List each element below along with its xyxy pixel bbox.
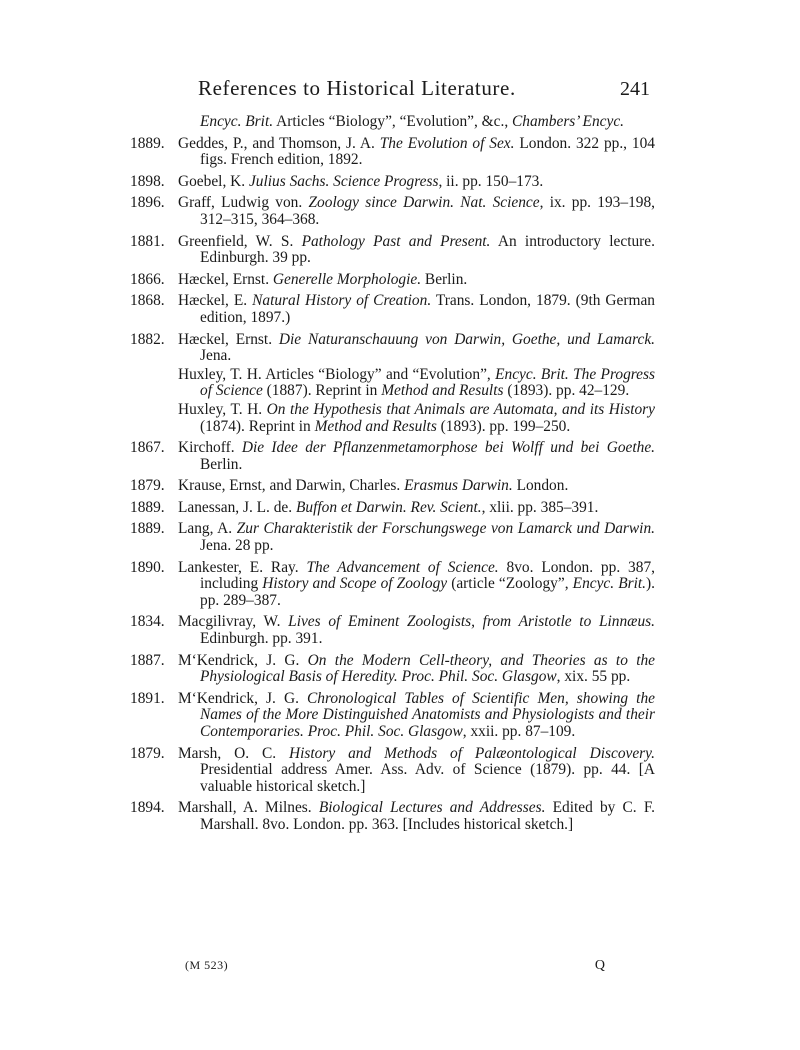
running-head [198, 76, 658, 106]
reference-title-fragment: Natural History of Creation. [252, 292, 432, 310]
reference-text-fragment: (article “Zoology”, [447, 575, 573, 593]
reference-text-fragment: Hæckel, Ernst. [178, 330, 279, 348]
reference-text-fragment: Lankester, E. Ray. [178, 558, 307, 576]
reference-text-fragment: Kirchoff. [178, 439, 242, 457]
reference-text-fragment: (1893). pp. 42–129. [503, 382, 630, 400]
reference-year: 1868. [130, 292, 165, 310]
reference-text [178, 614, 655, 647]
reference-text-fragment: Marshall, A. Milnes. [178, 799, 319, 817]
reference-entry [130, 500, 655, 517]
reference-text-fragment: ). pp. 289–387. [200, 575, 655, 609]
reference-text [178, 114, 655, 131]
reference-text-fragment: , ix. pp. 193–198, 312–315, 364–368. [200, 194, 656, 228]
reference-text-fragment: , xix. 55 pp. [556, 668, 631, 686]
reference-title-fragment: Chambers’ Encyc. [512, 113, 624, 130]
reference-text-fragment: , xlii. pp. 385–391. [481, 498, 599, 516]
reference-entry [130, 332, 655, 365]
reference-entry [130, 560, 655, 610]
reference-text [178, 691, 655, 741]
reference-text-fragment: Goebel, K. [178, 172, 249, 190]
reference-text-fragment: London. [512, 477, 569, 495]
reference-title-fragment: Julius Sachs. Science Progress [248, 172, 439, 190]
reference-title-fragment: Encyc. Brit. [200, 113, 274, 130]
reference-text-fragment: 8vo. London. pp. 387, including [200, 558, 655, 593]
reference-year: 1890. [130, 558, 165, 576]
reference-year: 1879. [130, 744, 165, 762]
reference-entry [130, 746, 655, 796]
reference-text-fragment: Huxley, T. H. Articles “Biology” and “Evolution”, [178, 365, 496, 383]
reference-text-fragment: Lang, A. [178, 520, 237, 538]
reference-text-fragment: Edited by C. F. Marshall. 8vo. London. pp. 363. [Includes historical sketch.] [200, 799, 656, 833]
reference-entry [130, 440, 655, 473]
reference-text-fragment: M‘Kendrick, J. G. [178, 689, 308, 707]
reference-text-fragment: (1887). Reprint in [262, 382, 382, 400]
reference-text-fragment: Berlin. [421, 270, 468, 288]
reference-text-fragment: Presidential address Amer. Ass. Adv. of Science (1879). pp. 44. [A valuable historical sketch.] [200, 761, 655, 795]
reference-text [178, 234, 655, 267]
reference-entry [130, 402, 655, 435]
reference-title-fragment: On the Modern Cell-theory, and Theories as to the Physiological Basis of Heredity. Proc. Phil. Soc. Glasgow [200, 651, 656, 686]
reference-text [130, 402, 655, 435]
reference-entry [130, 174, 655, 191]
reference-year: 1898. [130, 172, 165, 190]
reference-year: 1882. [130, 330, 165, 348]
reference-title-fragment: Lives of Eminent Zoologists, from Aristotle to Linnæus. [288, 613, 655, 631]
page-footer [185, 958, 605, 978]
reference-text-fragment: Trans. London, 1879. (9th German edition, 1897.) [200, 292, 655, 326]
reference-entry [130, 136, 655, 169]
reference-entry [130, 478, 655, 495]
reference-title-fragment: Biological Lectures and Addresses. [318, 799, 546, 817]
reference-text [178, 653, 655, 686]
reference-year: 1881. [130, 232, 165, 250]
reference-year: 1866. [130, 270, 165, 288]
reference-text-fragment: (1874). Reprint in [200, 417, 315, 435]
reference-entry [130, 521, 655, 554]
reference-text-fragment: , ii. pp. 150–173. [438, 172, 544, 190]
gathering-mark: Q [594, 958, 605, 973]
reference-title-fragment: Method and Results [381, 382, 504, 400]
reference-text-fragment: Huxley, T. H. [178, 400, 267, 418]
printer-signature: (M 523) [185, 958, 229, 972]
reference-text-fragment: Edinburgh. pp. 391. [200, 630, 323, 648]
reference-title-fragment: Die Idee der Pflanzenmetamorphose bei Wolff und bei Goethe. [241, 439, 655, 457]
reference-text [178, 272, 655, 289]
reference-title-fragment: Zoology since Darwin. Nat. Science [308, 194, 540, 212]
reference-title-fragment: Erasmus Darwin. [404, 477, 513, 495]
reference-text-fragment: London. 322 pp., 104 figs. French edition, 1892. [200, 134, 655, 169]
reference-text-fragment: Greenfield, W. S. [178, 232, 302, 250]
reference-text [178, 478, 655, 495]
reference-year: 1894. [130, 799, 165, 817]
reference-text [178, 195, 655, 228]
page-title: References to Historical Literature. [198, 76, 516, 100]
reference-entry [130, 614, 655, 647]
reference-title-fragment: Encyc. Brit. [572, 575, 647, 593]
reference-text-fragment: Macgilivray, W. [178, 613, 289, 631]
reference-entry [130, 195, 655, 228]
reference-entry [130, 293, 655, 326]
reference-title-fragment: Pathology Past and Present. [301, 232, 491, 250]
reference-year: 1896. [130, 194, 165, 212]
reference-text [178, 560, 655, 610]
reference-text-fragment: Graff, Ludwig von. [178, 194, 309, 212]
reference-year: 1889. [130, 520, 165, 538]
reference-year: 1879. [130, 477, 165, 495]
reference-year: 1891. [130, 689, 165, 707]
reference-text [178, 332, 655, 365]
reference-text-fragment: Lanessan, J. L. de. [178, 498, 296, 516]
reference-text-fragment: , xxii. pp. 87–109. [462, 723, 576, 740]
reference-title-fragment: Chronological Tables of Scientific Men, showing the Names of the More Distinguished Anatomists and Physiologists and their Contemporaries. Proc. Phil. Soc. Glasgow [200, 689, 655, 740]
reference-text [178, 136, 655, 169]
reference-text-fragment: Marsh, O. C. [178, 744, 290, 762]
reference-entry [130, 691, 655, 741]
reference-title-fragment: Zur Charakteristik der Forschungswege von Lamarck und Darwin. [236, 520, 655, 538]
reference-text-fragment: Jena. 28 pp. [200, 537, 274, 555]
reference-title-fragment: The Advancement of Science. [306, 558, 499, 576]
reference-entry [130, 367, 655, 400]
reference-text-fragment: Hæckel, E. [178, 292, 253, 310]
reference-entry [130, 653, 655, 686]
reference-text-fragment: Berlin. [200, 455, 243, 473]
reference-year: 1889. [130, 134, 165, 152]
reference-title-fragment: History and Methods of Palæontological Discovery. [289, 744, 655, 762]
reference-text-fragment: Articles “Biology”, “Evolution”, &c., [273, 113, 513, 130]
reference-text [178, 500, 655, 517]
reference-entry [130, 800, 655, 833]
reference-title-fragment: Method and Results [314, 417, 437, 435]
reference-text [178, 174, 655, 191]
reference-entry [130, 234, 655, 267]
page-number: 241 [620, 78, 650, 100]
reference-text-fragment: Krause, Ernst, and Darwin, Charles. [178, 477, 405, 495]
reference-text [178, 800, 655, 833]
reference-text-fragment: Jena. [200, 347, 232, 365]
reference-year: 1867. [130, 439, 165, 457]
reference-text [178, 440, 655, 473]
reference-title-fragment: The Evolution of Sex. [379, 134, 515, 152]
reference-title-fragment: Encyc. Brit. The Progress of Science [200, 365, 655, 400]
reference-text-fragment: An introductory lecture. Edinburgh. 39 pp. [200, 232, 655, 267]
reference-year: 1887. [130, 651, 165, 669]
reference-text [178, 746, 655, 796]
reference-title-fragment: On the Hypothesis that Animals are Automata, and its History [266, 400, 655, 418]
reference-text-fragment: M‘Kendrick, J. G. [178, 651, 308, 669]
reference-title-fragment: Die Naturanschauung von Darwin, Goethe, und Lamarck. [278, 330, 655, 348]
reference-entry [130, 114, 655, 131]
reference-year: 1889. [130, 498, 165, 516]
reference-year: 1834. [130, 613, 165, 631]
reference-text [178, 521, 655, 554]
reference-entry [130, 272, 655, 289]
reference-text [178, 293, 655, 326]
reference-text-fragment: Hæckel, Ernst. [178, 270, 273, 288]
reference-title-fragment: Buffon et Darwin. Rev. Scient. [295, 498, 482, 516]
reference-text-fragment: Geddes, P., and Thomson, J. A. [178, 134, 380, 152]
reference-text [130, 367, 655, 400]
reference-title-fragment: Generelle Morphologie. [272, 270, 422, 288]
reference-title-fragment: History and Scope of Zoology [262, 575, 448, 593]
reference-text-fragment: (1893). pp. 199–250. [436, 417, 571, 435]
reference-list [130, 113, 656, 839]
